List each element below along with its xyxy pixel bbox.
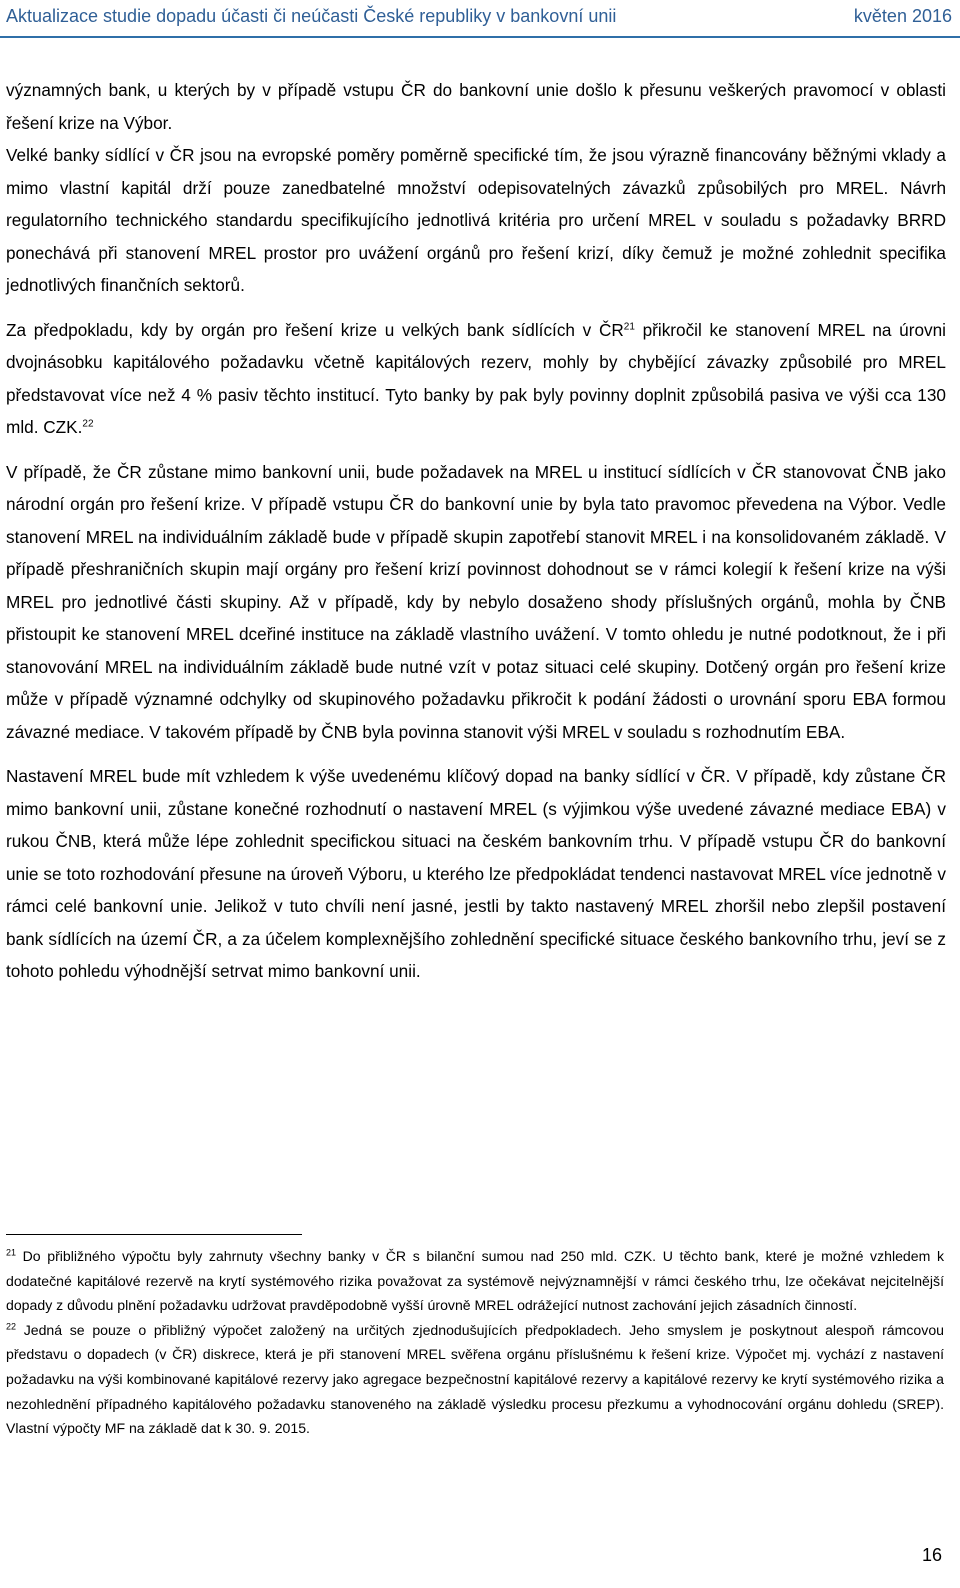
footnote-ref[interactable]: 21 xyxy=(623,320,635,332)
paragraph: V případě, že ČR zůstane mimo bankovní unii, bude požadavek na MREL u institucí sídlících v ČR stanovovat ČNB jako národní orgán pro řešení krize. V případě vstupu ČR do bankovní unie by byla tato pravomoc převedena na Výbor. Vedle stanovení MREL na individuálním základě bude v případě skupin zapotřebí stanovit MREL i na konsolidovaném základě. V případě přeshraničních skupin mají orgány pro řešení krizí povinnost dohodnout se v rámci kolegií k řešení krize na výši MREL pro jednotlivé části skupiny. Až v případě, kdy by nebylo dosaženo shody příslušných orgánů, mohla by ČNB přistoupit ke stanovení MREL dceřiné instituce na základě vlastního uvážení. V tomto ohledu je nutné podotknout, že i při stanovování MREL na individuálním základě bude nutné vzít v potaz situaci celé skupiny. Dotčený orgán pro řešení krize může v případě významné odchylky od skupinového požadavku přikročit k podání žádosti o urovnání sporu EBA formou závazné mediace. V takovém případě by ČNB byla povinna stanovit výši MREL v souladu s rozhodnutím EBA. xyxy=(6,461,946,742)
page-header xyxy=(0,0,960,38)
footnote-text: Do přibližného výpočtu byly zahrnuty všechny banky v ČR s bilanční sumou nad 250 mld. CZK. U těchto bank, které je možné vzhledem k dodatečné kapitálové rezervě na krytí systémového rizika považovat za systémově nejvýznamnější v rámci českého trhu, lze očekávat nejcitelnější dopady z důvodu plnění požadavku udržovat pravděpodobně vyšší úrovně MREL odrážející nutnost zachování jejich zásadních činností. xyxy=(6,1248,944,1314)
footnote-text: Jedná se pouze o přibližný výpočet založený na určitých zjednodušujících předpokladech. Jeho smyslem je poskytnout alespoň rámcovou představu o dopadech (v ČR) diskrece, která je při stanovení MREL svěřena orgánu příslušnému k řešení krize. Výpočet mj. vychází z nastavení požadavku na výši kombinované kapitálové rezervy jako agregace bezpečnostní kapitálové rezervy a kapitálové rezervy ke krytí systémového rizika a nezohlednění případného kapitálového požadavku stanoveného na základě výsledku procesu přezkumu a vyhodnocování orgánu dohledu (SREP). Vlastní výpočty MF na základě dat k 30. 9. 2015. xyxy=(6,1321,944,1437)
paragraph-text: přikročil ke stanovení MREL na úrovni dvojnásobku kapitálového požadavku včetně kapitálových rezerv, mohly by chybějící závazky způsobilé pro MREL představovat více než 4 % pasiv těchto institucí. Tyto banky by pak byly povinny doplnit způsobilá pasiva ve výši cca 130 mld. CZK. xyxy=(6,319,946,437)
header-date: květen 2016 xyxy=(853,6,952,26)
main-text xyxy=(6,74,946,1000)
paragraph-text: Za předpokladu, kdy by orgán pro řešení krize u velkých bank sídlících v ČR xyxy=(6,319,624,340)
footnote-ref[interactable]: 22 xyxy=(82,418,94,430)
paragraph: Velké banky sídlící v ČR jsou na evropské poměry poměrně specifické tím, že jsou výrazně financovány běžnými vklady a mimo vlastní kapitál drží pouze zanedbatelné množství odepisovatelných závazků způsobilých pro MREL. Návrh regulatorního technického standardu specifikujícího jednotlivá kritéria pro určení MREL v souladu s požadavky BRRD ponechává při stanovení MREL prostor pro uvážení orgánů pro řešení krizí, díky čemuž je možné zohlednit specifika jednotlivých finančních sektorů. xyxy=(6,145,946,295)
page-number: 16 xyxy=(921,1545,942,1565)
footnote xyxy=(6,1244,944,1318)
paragraph xyxy=(6,314,946,444)
paragraph: významných bank, u kterých by v případě vstupu ČR do bankovní unie došlo k přesunu veškerých pravomocí v oblasti řešení krize na Výbor. xyxy=(6,80,946,133)
footnote xyxy=(6,1318,944,1441)
footnote-separator xyxy=(6,1234,302,1235)
paragraph: Nastavení MREL bude mít vzhledem k výše uvedenému klíčový dopad na banky sídlící v ČR. V případě, kdy zůstane ČR mimo bankovní unii, zůstane konečné rozhodnutí o nastavení MREL (s výjimkou výše uvedené závazné mediace EBA) v rukou ČNB, která může lépe zohlednit specifickou situaci na českém bankovním trhu. V případě vstupu ČR do bankovní unie se toto rozhodování přesune na úroveň Výboru, u kterého lze předpokládat tendenci nastavovat MREL více jednotně v rámci celé bankovní unie. Jelikož v tuto chvíli není jasné, jestli by takto nastavený MREL zhoršil nebo zlepšil postavení bank sídlících na území ČR, a za účelem komplexnějšího zohlednění specifické situace českého bankovního trhu, jeví se z tohoto pohledu výhodnější setrvat mimo bankovní unii. xyxy=(6,766,946,981)
footnote-number: 22 xyxy=(6,1321,17,1332)
header-title: Aktualizace studie dopadu účasti či neúčasti České republiky v bankovní unii xyxy=(6,6,617,26)
footnotes xyxy=(6,1244,944,1441)
footnote-number: 21 xyxy=(6,1247,17,1258)
